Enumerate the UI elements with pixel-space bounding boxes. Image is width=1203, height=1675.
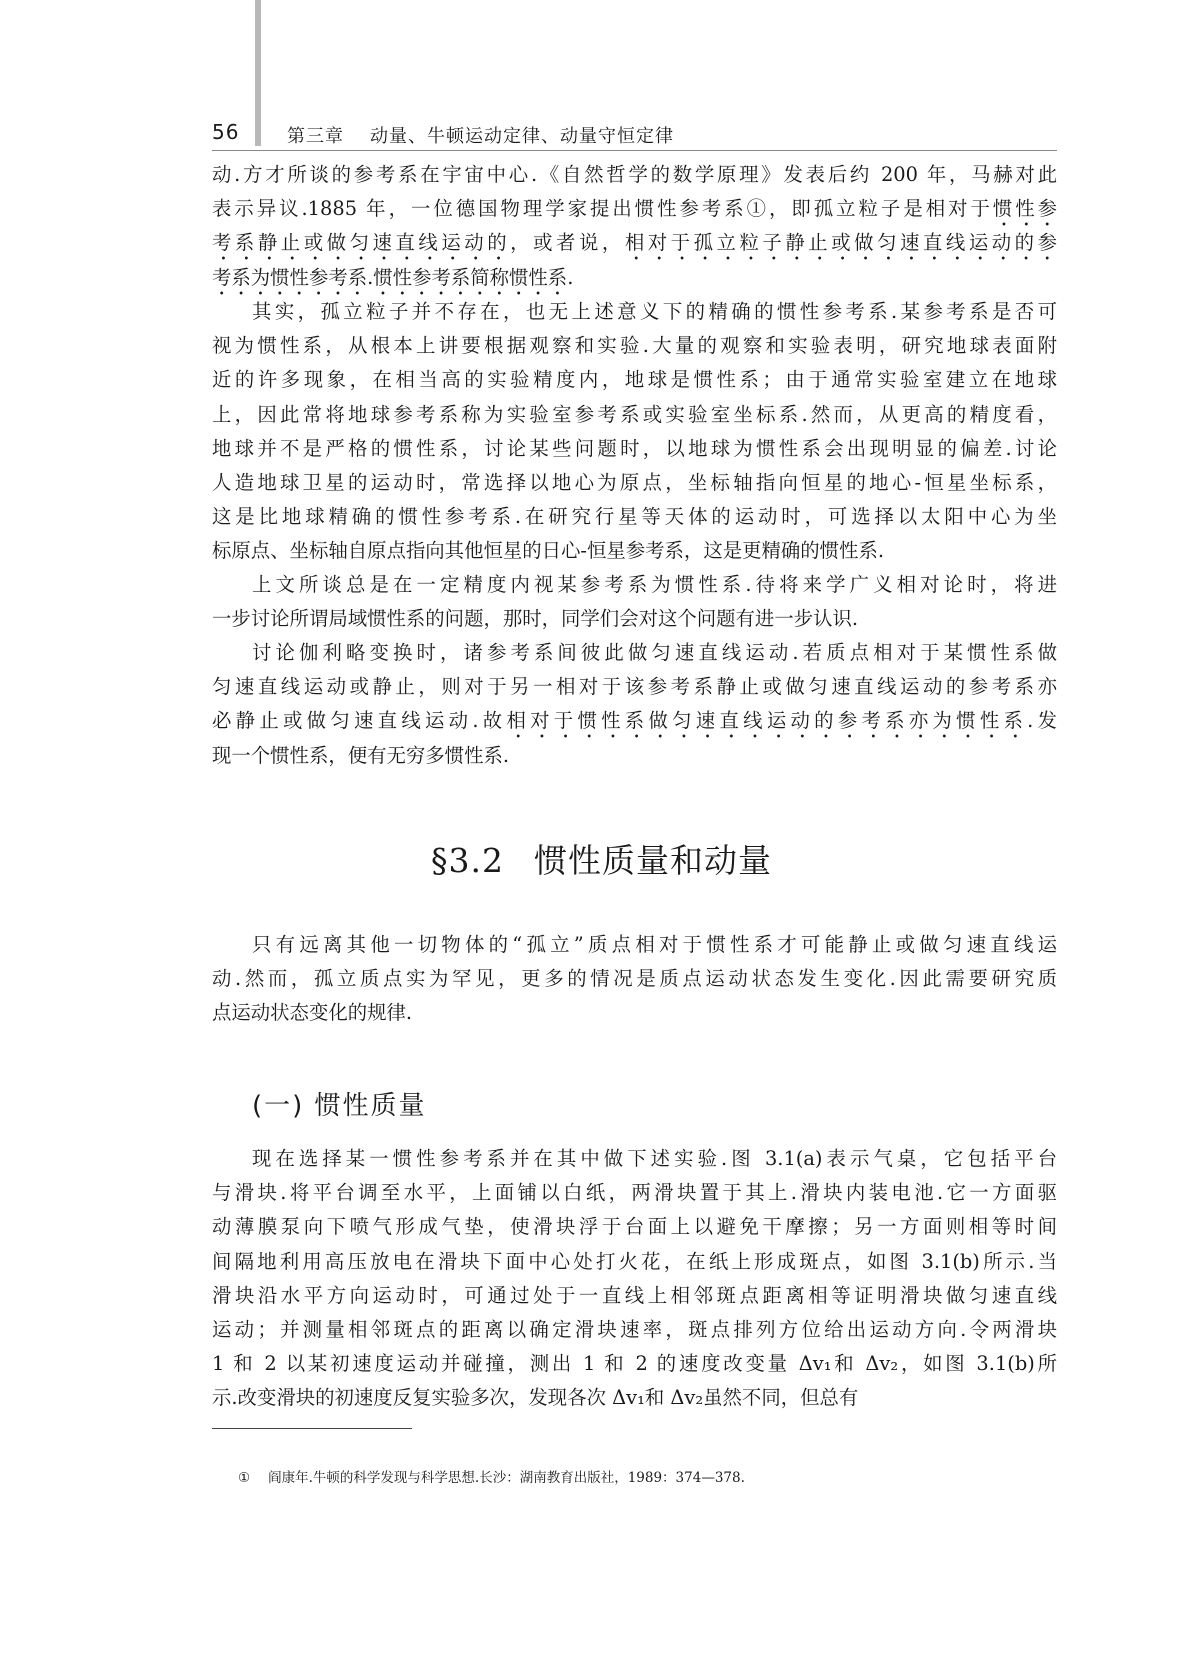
text-run: .发 <box>1027 709 1057 733</box>
text-line: 滑块沿水平方向运动时，可通过处于一直线上相邻斑点距离相等证明滑块做匀速直线 <box>212 1283 1057 1307</box>
footnote-rule <box>212 1428 412 1429</box>
text-line: 讨论伽利略变换时，诸参考系间彼此做匀速直线运动.若质点相对于某惯性系做 <box>252 641 1057 664</box>
text-line: 1 和 2 以某初速度运动并碰撞，测出 1 和 2 的速度改变量 Δv₁和 Δv₂，如图 3.1(b)所 <box>212 1352 1057 1376</box>
text-line: 动薄膜泵向下喷气形成气垫，使滑块浮于台面上以避免干摩擦；另一方面则相等时间 <box>212 1215 1057 1239</box>
footnote-marker: ① <box>238 1470 251 1486</box>
section-heading <box>0 835 1203 882</box>
text-line: 地球并不是严格的惯性系，讨论某些问题时，以地球为惯性系会出现明显的偏差.讨论 <box>212 436 1057 460</box>
text-line: 运动；并测量相邻斑点的距离以确定滑块速率，斑点排列方位给出运动方向.令两滑块 <box>212 1317 1057 1341</box>
text-run: 动.方才所谈的参考系在宇宙中心.《自然哲学的数学原理》发表后约 200 年，马赫对此 <box>212 163 1057 186</box>
text-line: 人造地球卫星的运动时，常选择以地心为原点，坐标轴指向恒星的地心-恒星坐标系， <box>212 470 1057 494</box>
emphasis-run: 考系静止或做匀速直线运动的 <box>212 231 511 255</box>
text-line: 与滑块.将平台调至水平，上面铺以白纸，两滑块置于其上.滑块内装电池.它一方面驱 <box>212 1181 1057 1205</box>
paragraph-6 <box>212 1142 1057 1416</box>
paragraph-2 <box>212 295 1057 569</box>
text-line <box>212 261 1057 295</box>
text-line: 现在选择某一惯性参考系并在其中做下述实验.图 3.1(a)表示气桌，它包括平台 <box>252 1147 1057 1170</box>
section-number: §3.2 <box>431 841 504 880</box>
text-line <box>212 226 1057 260</box>
footnote-text: 阎康年.牛顿的科学发现与科学思想.长沙：湖南教育出版社，1989：374—378. <box>268 1470 745 1486</box>
emphasis-run: 考系为惯性参考系.惯性参考系简称惯性系 <box>212 265 568 289</box>
text-line: 现一个惯性系，便有无穷多惯性系. <box>212 743 510 767</box>
text-line: 只有远离其他一切物体的“孤立”质点相对于惯性系才可能静止或做匀速直线运 <box>252 933 1057 956</box>
text-run: . <box>567 265 574 289</box>
text-line: 近的许多现象，在相当高的实验精度内，地球是惯性系；由于通常实验室建立在地球 <box>212 368 1057 392</box>
text-line: 其实，孤立粒子并不存在，也无上述意义下的精确的惯性参考系.某参考系是否可 <box>252 300 1057 323</box>
text-run: ，或者说， <box>510 231 625 255</box>
text-line: 这是比地球精确的惯性参考系.在研究行星等天体的运动时，可选择以太阳中心为坐 <box>212 505 1057 529</box>
paragraph-4 <box>212 636 1057 773</box>
text-line <box>212 704 1057 738</box>
text-line: 上文所谈总是在一定精度内视某参考系为惯性系.待将来学广义相对论时，将进 <box>252 573 1057 596</box>
text-run: 表示异议.1885 年，一位德国物理学家提出惯性参考系①，即孤立粒子是相对于 <box>212 197 993 221</box>
chapter-label: 第三章 <box>287 126 344 147</box>
chapter-title: 动量、牛顿运动定律、动量守恒定律 <box>370 126 674 147</box>
subsection-heading: (一) 惯性质量 <box>252 1091 427 1121</box>
text-line <box>212 192 1057 226</box>
text-line: 动.然而，孤立质点实为罕见，更多的情况是质点运动状态发生变化.因此需要研究质 <box>212 967 1057 991</box>
header-rule <box>212 150 1057 151</box>
gutter-bar <box>255 0 261 146</box>
paragraph-3 <box>212 568 1057 636</box>
text-line: 间隔地利用高压放电在滑块下面中心处打火花，在纸上形成斑点，如图 3.1(b)所示.当 <box>212 1249 1057 1273</box>
text-run: 必静止或做匀速直线运动.故 <box>212 709 507 733</box>
section-title: 惯性质量和动量 <box>533 841 772 880</box>
paragraph-1 <box>212 158 1057 295</box>
chapter-heading <box>287 122 674 148</box>
text-line: 点运动状态变化的规律. <box>212 1001 413 1025</box>
emphasis-run: 相对于孤立粒子静止或做匀速直线运动的参 <box>624 231 1057 255</box>
text-line: 上，因此常将地球参考系称为实验室参考系或实验室坐标系.然而，从更高的精度看， <box>212 402 1057 426</box>
footnote <box>238 1466 745 1486</box>
text-line: 视为惯性系，从根本上讲要根据观察和实验.大量的观察和实验表明，研究地球表面附 <box>212 334 1057 358</box>
emphasis-run: 相对于惯性系做匀速直线运动的参考系亦为惯性系 <box>506 709 1028 733</box>
paragraph-5 <box>212 928 1057 1031</box>
text-line: 一步讨论所谓局域惯性系的问题，那时，同学们会对这个问题有进一步认识. <box>212 607 859 631</box>
text-line: 标原点、坐标轴自原点指向其他恒星的日心-恒星参考系，这是更精确的惯性系. <box>212 539 884 563</box>
page-number: 56 <box>212 120 240 144</box>
text-line: 匀速直线运动或静止，则对于另一相对于该参考系静止或做匀速直线运动的参考系亦 <box>212 675 1057 699</box>
text-line <box>212 158 1057 192</box>
text-line: 示.改变滑块的初速度反复实验多次，发现各次 Δv₁和 Δv₂虽然不同，但总有 <box>212 1386 859 1410</box>
emphasis-run: 惯性参 <box>992 197 1057 221</box>
